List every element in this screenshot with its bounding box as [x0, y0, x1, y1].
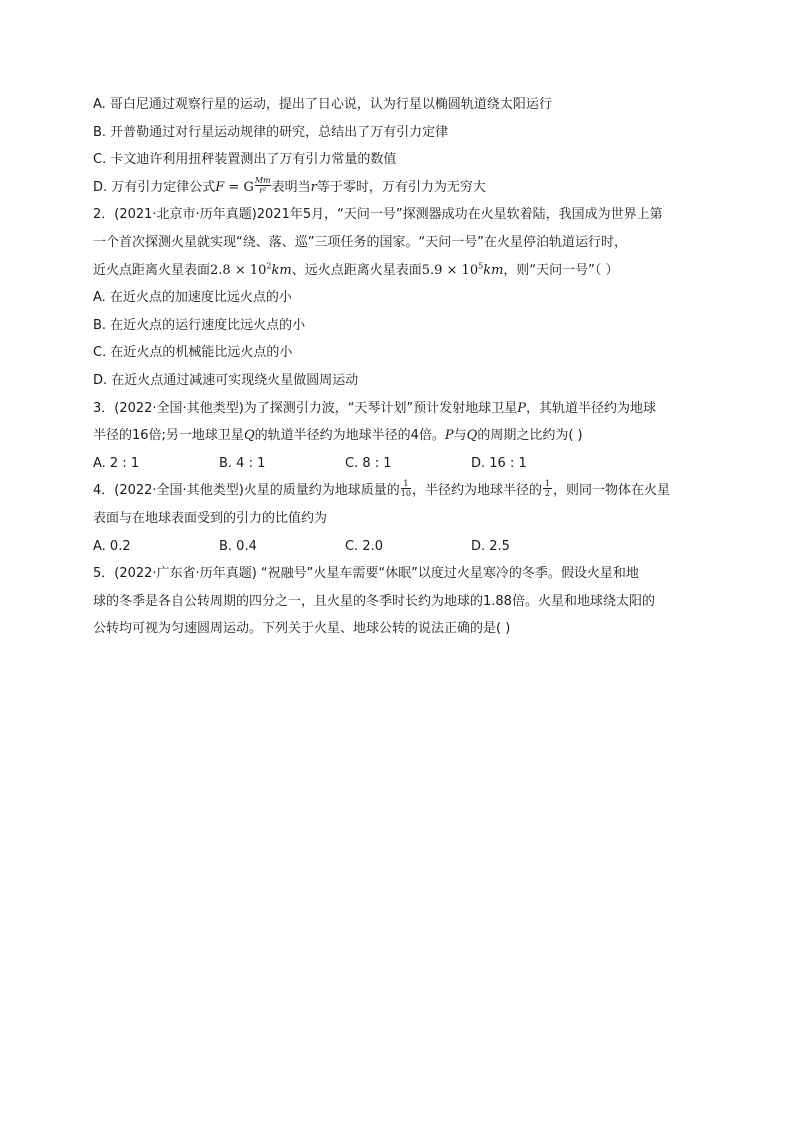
q3-option-d[interactable]: D. 16 : 1 [471, 455, 527, 471]
q3-line1-prefix: 3．(2022·全国·其他类型)为了探测引力波，“天琴计划”预计发射地球卫星 [93, 400, 518, 416]
q3-option-c[interactable]: C. 8 : 1 [345, 455, 392, 471]
formula-force: F [215, 179, 225, 195]
q4-stem-line2: 表面与在地球表面受到的引力的比值约为 [93, 510, 328, 526]
var-r: r [310, 179, 317, 195]
fraction-one-half [543, 479, 552, 498]
formula-fraction-numerator: Mm [254, 175, 271, 185]
q3-option-a[interactable]: A. 2 : 1 [93, 455, 140, 471]
q2-line3-prefix: 近火点距离火星表面 [93, 262, 211, 278]
q2-line3-suffix: ，则“天问一号”（ ） [503, 262, 619, 278]
q4-option-c[interactable]: C. 2.0 [345, 538, 384, 554]
value-perigee: 2.8 × 10 [210, 262, 267, 278]
var-p-2: P [444, 428, 454, 444]
formula-eq-g-text: = G [224, 179, 254, 195]
formula-fraction-denominator: r² [259, 185, 267, 195]
q5-stem-line2: 球的冬季是各自公转周期的四分之一，且火星的冬季时长约为地球的1.88倍。火星和地球绕太阳的 [93, 593, 655, 609]
q2-line3-mid: 、远火点距离火星表面 [291, 262, 422, 278]
formula-eq-g [224, 180, 254, 195]
exp-perigee: 2 [266, 261, 272, 271]
q3-option-b[interactable]: B. 4 : 1 [219, 455, 266, 471]
fraction-one-tenth [401, 479, 411, 498]
q2-option-b[interactable]: B. 在近火点的运行速度比远火点的小 [93, 317, 306, 333]
fraction-one-tenth-denominator: 10 [400, 489, 411, 499]
q3-stem-line1 [93, 395, 705, 423]
exp-apogee: 5 [478, 261, 484, 271]
q1-option-d-prefix: D. 万有引力定律公式 [93, 179, 216, 195]
unit-km-1: km [271, 262, 292, 278]
q4-line1-prefix: 4．(2022·全国·其他类型)火星的质量约为地球质量的 [93, 483, 400, 499]
var-p: P [517, 400, 526, 416]
q3-line2-suffix: 的周期之比约为( ) [477, 428, 583, 444]
unit-km-2: km [483, 262, 504, 278]
q1-option-d[interactable] [93, 174, 705, 202]
q3-line2-mid2: 与 [453, 428, 467, 444]
q1-option-a[interactable]: A. 哥白尼通过观察行星的运动，提出了日心说，认为行星以椭圆轨道绕太阳运行 [93, 97, 552, 112]
q5-stem-line3: 公转均可视为匀速圆周运动。下列关于火星、地球公转的说法正确的是( ) [93, 621, 511, 637]
fraction-one-tenth-numerator: 1 [403, 479, 409, 489]
q5-stem-line1: 5．(2022·广东省·历年真题) “祝融号”火星车需要“休眠”以度过火星寒冷的冬季。假设火星和地 [93, 566, 639, 582]
q2-option-a[interactable]: A. 在近火点的加速度比远火点的小 [93, 290, 292, 306]
q3-stem-line2 [93, 422, 705, 450]
q4-option-a[interactable]: A. 0.2 [93, 538, 131, 554]
q1-option-d-suffix: 等于零时，万有引力为无穷大 [316, 179, 486, 195]
question-page [93, 91, 705, 643]
q4-option-b[interactable]: B. 0.4 [219, 538, 257, 554]
formula-fraction [255, 176, 271, 195]
fraction-one-half-numerator: 1 [544, 479, 551, 489]
q2-stem-line2: 一个首次探测火星就实现“绕、落、巡”三项任务的国家。“天问一号”在火星停泊轨道运行时， [93, 234, 627, 250]
q4-line1-suffix: ，则同一物体在火星 [552, 483, 670, 499]
q4-stem-line1 [93, 477, 705, 505]
q3-line2-prefix: 半径的16倍;另一地球卫星 [93, 428, 244, 444]
q2-option-d[interactable]: D. 在近火点通过减速可实现绕火星做圆周运动 [93, 372, 359, 388]
var-q-2: Q [466, 428, 478, 444]
q1-option-b[interactable]: B. 开普勒通过对行星运动规律的研究，总结出了万有引力定律 [93, 124, 449, 140]
q3-options-row [93, 450, 705, 478]
value-apogee: 5.9 × 10 [421, 262, 479, 278]
q1-option-c[interactable]: C. 卡文迪许利用扭秤装置测出了万有引力常量的数值 [93, 152, 397, 168]
q2-stem-line3 [93, 257, 705, 285]
q4-options-row [93, 533, 705, 561]
q2-option-c[interactable]: C. 在近火点的机械能比远火点的小 [93, 345, 293, 361]
var-q: Q [243, 428, 255, 444]
q3-line2-mid: 的轨道半径约为地球半径的4倍。 [254, 428, 445, 444]
q4-line1-mid: ，半径约为地球半径的 [411, 483, 542, 499]
q2-stem-line1: 2．(2021·北京市·历年真题)2021年5月，“天问一号”探测器成功在火星软着陆，我国成为世界上第 [93, 207, 663, 223]
q4-option-d[interactable]: D. 2.5 [471, 538, 510, 554]
q1-option-d-mid: 表明当 [271, 179, 311, 195]
q3-line1-suffix: ，其轨道半径约为地球 [525, 400, 656, 416]
fraction-one-half-denominator: 2 [544, 489, 551, 499]
